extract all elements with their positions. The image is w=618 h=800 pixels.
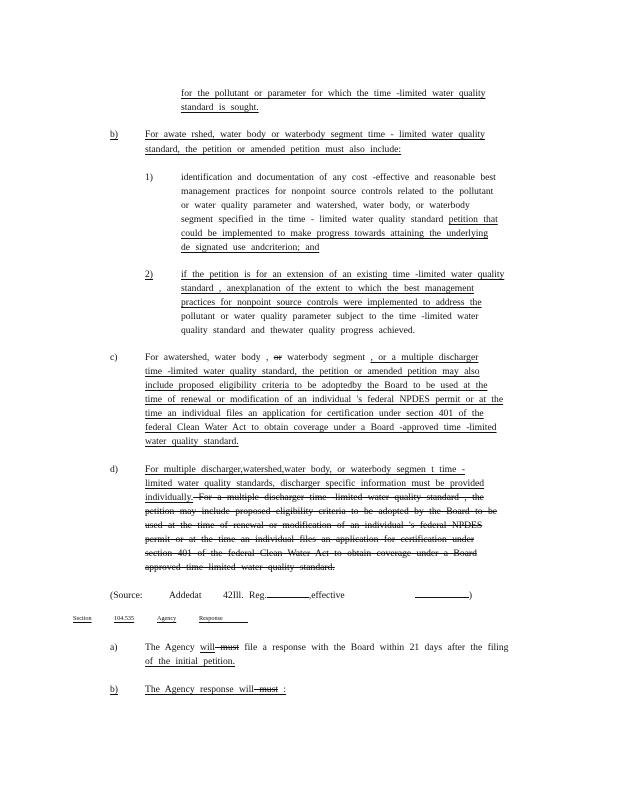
section-title-agency: Agency [157, 615, 177, 622]
intro-line: for the pollutant or parameter for which the time -limited water quality [181, 88, 486, 99]
item-line: pollutant or water quality parameter subject to the time -limited water [181, 311, 479, 322]
struck-line: petition may include proposed eligibility criteria to be adopted by the Board to be [145, 506, 498, 517]
paragraph-line: individually. For a multiple discharger time -limited water quality standard , the [145, 492, 484, 503]
item-line: practices for nonpoint source controls were implemented to address the [181, 297, 482, 308]
item-label-2: 2) [145, 269, 153, 280]
struck-line: used at the time of renewal or modification of an individual 's federal NPDES [145, 520, 483, 531]
paragraph-line: time of renewal or modification of an individual 's federal NPDES permit or at the [145, 394, 504, 405]
paragraph-line: federal Clean Water Act to obtain coverage under a Board -approved time -limited [145, 422, 497, 433]
paragraph-line: water quality standard. [145, 436, 239, 447]
subsection-label-c: c) [110, 352, 118, 363]
paragraph-line: limited water quality standards, discharger specific information must be provided [145, 478, 485, 489]
struck-line: permit or at the time an individual files an application for certification under [145, 534, 475, 545]
paragraph-line: include proposed eligibility criteria to be adoptedby the Board to be used at the [145, 380, 488, 391]
effective-blank [415, 588, 469, 598]
paragraph-line: of the initial petition. [145, 656, 235, 667]
item-line: de signated use andcriterion; and [181, 242, 320, 253]
heading-rule [220, 622, 248, 623]
item-label-1: 1) [145, 172, 153, 183]
item-line: or water quality parameter and watershed, water body, or waterbody [181, 200, 470, 211]
subsection-label-a: a) [110, 642, 118, 653]
subsection-label-b: b) [110, 129, 118, 140]
section-title-response: Response [199, 615, 223, 622]
struck-line: section 401 of the federal Clean Water Act to obtain coverage under a Board [145, 548, 477, 559]
intro-line: standard is sought. [181, 102, 259, 113]
paragraph-line: For awatershed, water body , or waterbody segment , or a multiple discharger [145, 352, 479, 363]
struck-line: approved time limited water quality standard. [145, 562, 335, 573]
item-line: management practices for nonpoint source controls related to the pollutant [181, 186, 494, 197]
item-line: segment specified in the time - limited water quality standard petition that [181, 214, 498, 225]
paragraph-line: time an individual files an application for certification under section 401 of the [145, 408, 484, 419]
item-line: could be implemented to make progress towards attaining the underlying [181, 228, 489, 239]
paragraph-line: For multiple discharger,watershed,water body, or waterbody segmen t time - [145, 464, 465, 475]
subsection-label-d: d) [110, 464, 118, 475]
section-number: 104.535 [114, 615, 135, 622]
paragraph-line: For awate rshed, water body or waterbody segment time - limited water quality [145, 129, 485, 140]
paragraph-line: The Agency will must file a response with the Board within 21 days after the filing [145, 642, 509, 653]
reg-blank [267, 588, 309, 598]
item-line: standard , anexplanation of the extent to which the best management [181, 283, 474, 294]
subsection-label-b2: b) [110, 684, 118, 695]
paragraph-line: standard, the petition or amended petition must also include: [145, 144, 402, 155]
item-line: identification and documentation of any cost -effective and reasonable best [181, 172, 496, 183]
item-line: if the petition is for an extension of an existing time -limited water quality [181, 269, 505, 280]
source-note: (Source: Addedat 42Ill. Reg. ,effective ) [110, 590, 473, 601]
paragraph-line: time -limited water quality standard, the petition or amended petition may also [145, 366, 480, 377]
paragraph-line: The Agency response will must : [145, 684, 287, 695]
section-word: Section [73, 615, 92, 622]
item-line: quality standard and thewater quality progress achieved. [181, 325, 416, 336]
